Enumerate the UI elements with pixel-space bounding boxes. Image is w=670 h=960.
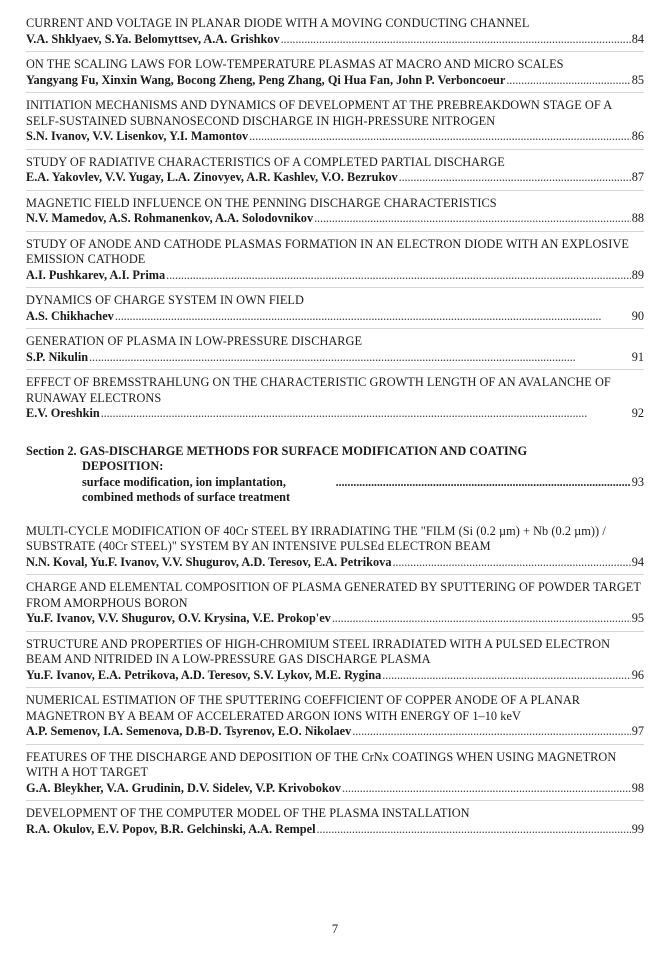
divider: [26, 369, 644, 370]
entry-title: FEATURES OF THE DISCHARGE AND DEPOSITION OF THE CrNx COATINGS WHEN USING MAGNETRON WITH A HOT TARGET: [26, 749, 617, 779]
entry-title: ON THE SCALING LAWS FOR LOW-TEMPERATURE PLASMAS AT MACRO AND MICRO SCALES: [26, 57, 564, 71]
entry-page: 84: [631, 31, 644, 46]
toc-entry: [26, 334, 644, 365]
divider: [26, 92, 644, 93]
leader-dots: [332, 611, 631, 627]
leader-dots: [392, 555, 630, 571]
toc-entry: [26, 637, 644, 684]
leader-dots: [249, 129, 630, 145]
divider: [26, 149, 644, 150]
toc-entry: [26, 750, 644, 797]
leader-dots: [342, 781, 631, 797]
entry-authors: N.N. Koval, Yu.F. Ivanov, V.V. Shugurov, A.D. Teresov, E.A. Petrikova: [26, 554, 392, 569]
toc-entry: [26, 57, 644, 88]
entry-title: INITIATION MECHANISMS AND DYNAMICS OF DEVELOPMENT AT THE PREBREAKDOWN STAGE OF A SELF-SUSTAINED SUBNANOSECOND DISCHARGE IN HIGH-PRESSURE NITROGEN: [26, 98, 612, 128]
entry-page: 95: [631, 611, 644, 625]
entry-title: DEVELOPMENT OF THE COMPUTER MODEL OF THE PLASMA INSTALLATION: [26, 806, 470, 820]
entry-title: NUMERICAL ESTIMATION OF THE SPUTTERING COEFFICIENT OF COPPER ANODE OF A PLANAR MAGNETRON BY A BEAM OF ACCELERATED ARGON IONS WITH ENERGY OF 1–10 keV: [26, 693, 581, 723]
entry-page: 88: [631, 211, 644, 225]
divider: [26, 190, 644, 191]
leader-dots: [399, 170, 631, 186]
entry-title: STUDY OF RADIATIVE CHARACTERISTICS OF A COMPLETED PARTIAL DISCHARGE: [26, 154, 505, 169]
divider: [26, 744, 644, 745]
entry-authors: R.A. Okulov, E.V. Popov, B.R. Gelchinski, A.A. Rempel: [26, 821, 316, 836]
toc-entry: [26, 580, 644, 627]
entry-title: MAGNETIC FIELD INFLUENCE ON THE PENNING DISCHARGE CHARACTERISTICS: [26, 195, 497, 210]
entry-title: STUDY OF ANODE AND CATHODE PLASMAS FORMATION IN AN ELECTRON DIODE WITH AN EXPLOSIVE EMISSION CATHODE: [26, 236, 629, 266]
divider: [26, 51, 644, 52]
divider: [26, 287, 644, 288]
entry-title: EFFECT OF BREMSSTRAHLUNG ON THE CHARACTERISTIC GROWTH LENGTH OF AN AVALANCHE OF RUNAWAY ELECTRONS: [26, 375, 611, 405]
toc-entry: [26, 293, 644, 324]
leader-dots: [316, 822, 630, 838]
entry-authors: E.A. Yakovlev, V.V. Yugay, L.A. Zinovyev, A.R. Kashlev, V.O. Bezrukov: [26, 170, 398, 184]
toc-entry: [26, 524, 644, 571]
entry-authors: A.P. Semenov, I.A. Semenova, D.B-D. Tsyrenov, E.O. Nikolaev: [26, 724, 352, 738]
toc-entry: [26, 693, 644, 740]
section-heading: [26, 444, 644, 506]
toc-entry: [26, 196, 644, 227]
leader-dots: [382, 668, 630, 684]
leader-dots: [506, 73, 630, 89]
leader-dots: [281, 32, 631, 48]
divider: [26, 231, 644, 232]
entry-authors: A.S. Chikhachev: [26, 308, 114, 323]
entry-page: 96: [631, 667, 644, 682]
table-of-contents: [26, 16, 644, 837]
divider: [26, 687, 644, 688]
entry-title: GENERATION OF PLASMA IN LOW-PRESSURE DISCHARGE: [26, 334, 363, 348]
entry-page: 91: [631, 349, 644, 364]
leader-dots: [352, 724, 630, 740]
page-number: 7: [331, 922, 339, 936]
entry-authors: Yu.F. Ivanov, E.A. Petrikova, A.D. Teresov, S.V. Lykov, M.E. Rygina: [26, 667, 382, 682]
section-subtitle: surface modification, ion implantation, combined methods of surface treatment: [82, 474, 291, 504]
toc-entry: [26, 806, 644, 837]
entry-page: 94: [631, 554, 644, 569]
entry-page: 99: [631, 821, 644, 836]
entry-title: CURRENT AND VOLTAGE IN PLANAR DIODE WITH A MOVING CONDUCTING CHANNEL: [26, 16, 530, 30]
entry-page: 85: [631, 72, 644, 87]
entry-page: 97: [631, 724, 644, 738]
toc-entry: [26, 155, 644, 186]
entry-authors: G.A. Bleykher, V.A. Grudinin, D.V. Sidelev, V.P. Krivobokov: [26, 780, 342, 795]
entry-page: 92: [631, 406, 644, 420]
toc-entry: [26, 375, 644, 422]
toc-entry: [26, 98, 644, 145]
leader-dots: [115, 309, 631, 325]
entry-authors: E.V. Oreshkin: [26, 406, 100, 420]
section-page: 93: [631, 474, 644, 489]
entry-page: 89: [631, 267, 644, 282]
leader-dots: [101, 406, 631, 422]
entry-authors: N.V. Mamedov, A.S. Rohmanenkov, A.A. Solodovnikov: [26, 211, 314, 225]
entry-authors: A.I. Pushkarev, A.I. Prima: [26, 267, 166, 282]
entry-title: DYNAMICS OF CHARGE SYSTEM IN OWN FIELD: [26, 293, 304, 307]
toc-entry: [26, 16, 644, 47]
entry-page: 86: [631, 129, 644, 143]
entry-page: 90: [631, 308, 644, 323]
leader-dots: [166, 268, 631, 284]
section-title-line2: DEPOSITION:: [82, 459, 164, 473]
entry-page: 98: [631, 780, 644, 795]
divider: [26, 574, 644, 575]
entry-authors: Yangyang Fu, Xinxin Wang, Bocong Zheng, Peng Zhang, Qi Hua Fan, John P. Verboncoeur: [26, 72, 506, 87]
divider: [26, 631, 644, 632]
entry-authors: V.A. Shklyaev, S.Ya. Belomyttsev, A.A. Grishkov: [26, 31, 280, 46]
divider: [26, 800, 644, 801]
entry-title: CHARGE AND ELEMENTAL COMPOSITION OF PLASMA GENERATED BY SPUTTERING OF POWDER TARGET FROM AMORPHOUS BORON: [26, 580, 641, 610]
entry-title: MULTI-CYCLE MODIFICATION OF 40Cr STEEL BY IRRADIATING THE "FILM (Si (0.2 µm) + Nb (0.2 µm)) / SUBSTRATE (40Cr STEEL)" SYSTEM BY AN INTENSIVE PULSEd ELECTRON BEAM: [26, 523, 606, 553]
entry-authors: Yu.F. Ivanov, V.V. Shugurov, O.V. Krysina, V.E. Prokop'ev: [26, 611, 331, 625]
entry-title: STRUCTURE AND PROPERTIES OF HIGH-CHROMIUM STEEL IRRADIATED WITH A PULSED ELECTRON BEAM AND NITRIDED IN A LOW-PRESSURE GAS DISCHARGE PLASMA: [26, 636, 611, 666]
toc-entry: [26, 237, 644, 284]
divider: [26, 328, 644, 329]
section-title-line1: Section 2. GAS-DISCHARGE METHODS FOR SURFACE MODIFICATION AND COATING: [26, 443, 528, 458]
leader-dots: [89, 350, 631, 366]
leader-dots: [336, 475, 631, 491]
entry-page: 87: [631, 170, 644, 184]
entry-authors: S.P. Nikulin: [26, 349, 89, 364]
leader-dots: [314, 211, 631, 227]
entry-authors: S.N. Ivanov, V.V. Lisenkov, Y.I. Mamontov: [26, 129, 249, 143]
